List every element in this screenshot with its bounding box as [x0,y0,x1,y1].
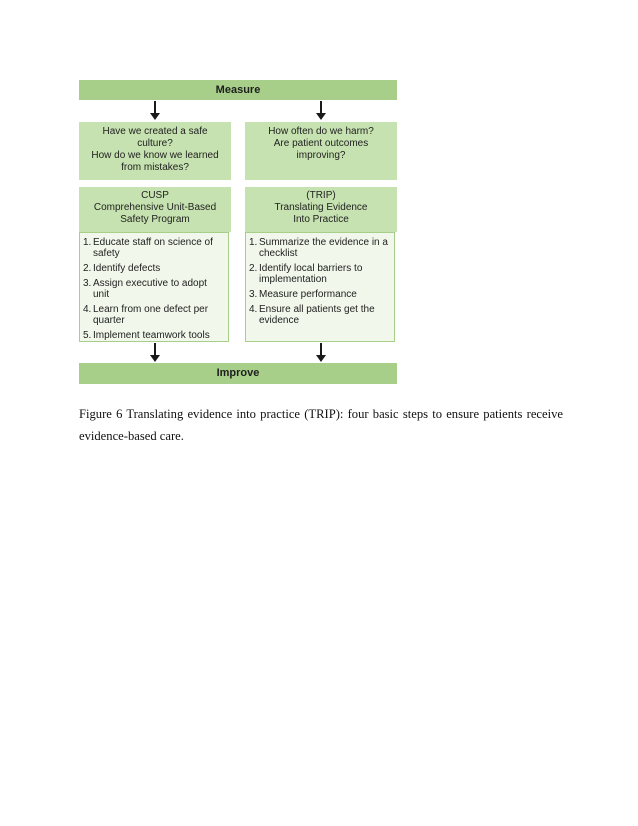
question-line: Have we created a safe [102,126,208,137]
list-item: 4. Learn from one defect per quarter [83,304,209,326]
program-line: Comprehensive Unit-Based [93,202,217,213]
arrow-down-icon [150,343,160,363]
question-line: How do we know we learned [91,150,219,161]
trip-steps-list [245,232,395,342]
question-line: from mistakes? [121,162,189,173]
list-item: 1. Educate staff on science of safety [83,237,213,259]
list-item: 1. Summarize the evidence in a checklist [249,237,388,259]
question-line: Are patient outcomes [273,138,369,149]
question-line: culture? [137,138,173,149]
cusp-program-box [79,187,231,232]
program-line: Safety Program [120,214,190,225]
measure-bar: Measure [79,80,397,100]
trip-questions-box [245,122,397,180]
program-line: Translating Evidence [274,202,368,213]
program-line: (TRIP) [306,190,336,201]
cusp-steps-list [79,232,229,342]
trip-program-box [245,187,397,232]
arrow-down-icon [316,343,326,363]
figure-caption: Figure 6 Translating evidence into practice (TRIP): four basic steps to ensure patients receive evidence-based care. [79,407,563,443]
list-item: 3. Assign executive to adopt unit [83,278,207,300]
cusp-questions-box [79,122,231,180]
list-item: 5. Implement teamwork tools [83,330,210,341]
program-line: Into Practice [293,214,349,225]
list-item: 2. Identify defects [83,263,161,274]
list-item: 2. Identify local barriers to implementation [249,263,363,285]
program-line: CUSP [141,190,169,201]
list-item: 4. Ensure all patients get the evidence [249,304,375,326]
question-line: improving? [296,150,346,161]
arrow-down-icon [150,101,160,121]
improve-bar: Improve [79,363,397,384]
flow-diagram [79,80,397,385]
arrow-down-icon [316,101,326,121]
question-line: How often do we harm? [268,126,374,137]
list-item: 3. Measure performance [249,289,357,300]
